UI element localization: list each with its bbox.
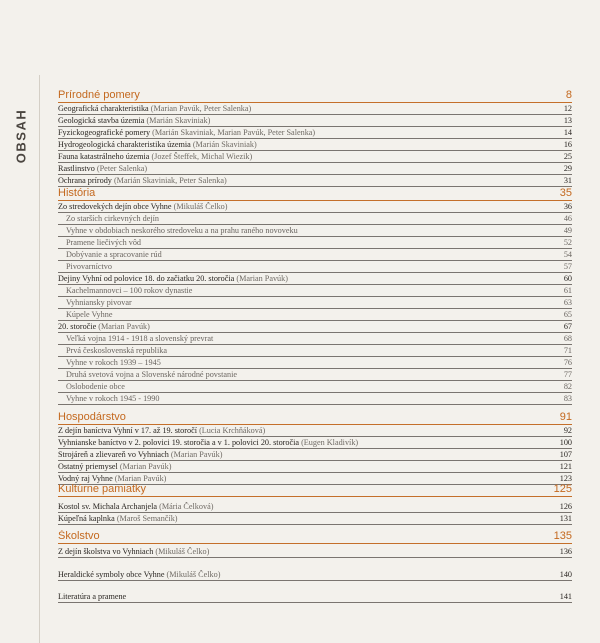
entry-title-text: Prvá československá republika xyxy=(66,346,167,355)
page-number: 141 xyxy=(559,592,572,601)
toc-entry-title xyxy=(58,438,556,448)
entry-title-text: Pramene liečivých vôd xyxy=(66,238,142,247)
entry-title-text: Kúpeľná kaplnka xyxy=(58,514,115,523)
entry-author: (Eugen Kladivík) xyxy=(301,438,359,447)
toc-entry-title xyxy=(58,140,560,150)
toc-entry-title xyxy=(58,334,560,344)
toc-entry-title xyxy=(58,128,560,138)
toc-entry-title xyxy=(58,411,556,424)
page-number: 100 xyxy=(559,438,572,447)
entry-title-text: Zo starších cirkevných dejín xyxy=(66,214,159,223)
toc-entry[interactable] xyxy=(58,369,572,381)
entry-author: (Marián Skaviniak, Peter Salenka) xyxy=(113,176,227,185)
page-number: 136 xyxy=(559,547,572,556)
toc-entry[interactable] xyxy=(58,115,572,127)
entry-author: (Marian Pavúk) xyxy=(114,474,167,483)
entry-author: (Peter Salenka) xyxy=(96,164,148,173)
toc-entry[interactable] xyxy=(58,449,572,461)
toc-entry-title xyxy=(58,450,556,460)
toc-entry[interactable] xyxy=(58,139,572,151)
entry-author: (Mikuláš Čelko) xyxy=(173,202,228,211)
entry-title-text: Kúpele Vyhne xyxy=(66,310,113,319)
toc-entry[interactable] xyxy=(58,425,572,437)
toc-entry[interactable] xyxy=(58,201,572,213)
toc-entry[interactable] xyxy=(58,261,572,273)
page-number: 83 xyxy=(563,394,572,403)
entry-title-text: Zo stredovekých dejín obce Vyhne xyxy=(58,202,172,211)
page-number: 63 xyxy=(563,298,572,307)
toc-entry[interactable] xyxy=(58,393,572,405)
entry-title-text: Dejiny Vyhní od polovice 18. do začiatku 20. storočia xyxy=(58,274,235,283)
toc-entry-title xyxy=(58,298,560,308)
toc-entry[interactable] xyxy=(58,321,572,333)
toc-entry[interactable] xyxy=(58,249,572,261)
toc-entry-title xyxy=(58,286,560,296)
toc-entry[interactable] xyxy=(58,213,572,225)
entry-author: (Marián Skaviniak, Marian Pavúk, Peter Salenka) xyxy=(152,128,316,137)
toc-entry-title xyxy=(58,547,556,557)
page-number: 91 xyxy=(559,411,572,423)
toc-entry[interactable] xyxy=(58,501,572,513)
page-number: 60 xyxy=(563,274,572,283)
entry-title-text: História xyxy=(58,187,96,199)
page-number: 52 xyxy=(563,238,572,247)
entry-title-text: Kachelmannovci – 100 rokov dynastie xyxy=(66,286,193,295)
toc-entry[interactable] xyxy=(58,285,572,297)
toc-entry[interactable] xyxy=(58,437,572,449)
page-number: 77 xyxy=(563,370,572,379)
entry-title-text: Druhá svetová vojna a Slovenské národné povstanie xyxy=(66,370,237,379)
page-number: 14 xyxy=(563,128,572,137)
entry-author: (Maroš Semančík) xyxy=(116,514,178,523)
toc-entry-title xyxy=(58,116,560,126)
page-number: 54 xyxy=(563,250,572,259)
page-number: 92 xyxy=(563,426,572,435)
page-number: 107 xyxy=(559,450,572,459)
entry-title-text: 20. storočie xyxy=(58,322,97,331)
entry-title-text: Veľká vojna 1914 - 1918 a slovenský prevrat xyxy=(66,334,214,343)
toc-entry-title xyxy=(58,322,560,332)
toc-entry-title xyxy=(58,382,560,392)
page-number: 49 xyxy=(563,226,572,235)
toc-entry-title xyxy=(58,346,560,356)
entry-title-text: Kostol sv. Michala Archanjela xyxy=(58,502,158,511)
toc-entry-title xyxy=(58,104,560,114)
page-number: 125 xyxy=(553,483,572,495)
entry-author: (Marian Pavúk, Peter Salenka) xyxy=(150,104,252,113)
page-number: 25 xyxy=(563,152,572,161)
side-title-text: OBSAH xyxy=(13,108,29,164)
entry-author: (Mikuláš Čelko) xyxy=(155,547,210,556)
entry-title-text: Heraldické symboly obce Vyhne xyxy=(58,570,165,579)
toc-entry-title xyxy=(58,514,556,524)
entry-title-text: Rastlinstvo xyxy=(58,164,95,173)
toc-entry-title xyxy=(58,187,556,200)
toc-entry-title xyxy=(58,358,560,368)
entry-title-text: Literatúra a pramene xyxy=(58,592,127,601)
page-number: 135 xyxy=(553,530,572,542)
page-number: 76 xyxy=(563,358,572,367)
page-number: 57 xyxy=(563,262,572,271)
toc-entry[interactable] xyxy=(58,151,572,163)
page-number: 29 xyxy=(563,164,572,173)
entry-title-text: Vodný raj Vyhne xyxy=(58,474,113,483)
toc-entry-title xyxy=(58,152,560,162)
entry-title-text: Vyhnianske baníctvo v 2. polovici 19. storočia a v 1. polovici 20. storočia xyxy=(58,438,300,447)
entry-title-text: Ostatný priemysel xyxy=(58,462,118,471)
entry-title-text: Oslobodenie obce xyxy=(66,382,125,391)
toc-entry-title xyxy=(58,530,550,543)
page-number: 140 xyxy=(559,570,572,579)
entry-title-text: Z dejín baníctva Vyhní v 17. až 19. storočí xyxy=(58,426,198,435)
toc-entry[interactable] xyxy=(58,297,572,309)
page-number: 61 xyxy=(563,286,572,295)
toc-entry-title xyxy=(58,202,560,212)
page-number: 46 xyxy=(563,214,572,223)
page-number: 68 xyxy=(563,334,572,343)
toc-entry-title xyxy=(58,570,556,580)
toc-entry-title xyxy=(58,262,560,272)
entry-title-text: Geografická charakteristika xyxy=(58,104,149,113)
toc-entry[interactable] xyxy=(58,237,572,249)
entry-author: (Marian Pavúk) xyxy=(119,462,172,471)
entry-author: (Marian Pavúk) xyxy=(98,322,150,331)
page-number: 31 xyxy=(563,176,572,185)
toc-section[interactable] xyxy=(58,482,572,497)
page-number: 121 xyxy=(559,462,572,471)
entry-title-text: Vyhne v rokoch 1945 - 1990 xyxy=(66,394,160,403)
entry-title-text: Pivovarníctvo xyxy=(66,262,112,271)
entry-title-text: Hospodárstvo xyxy=(58,411,126,423)
page-number: 126 xyxy=(559,502,572,511)
entry-author: (Jozef Šteffek, Michal Wiezik) xyxy=(151,152,253,161)
entry-title-text: Prírodné pomery xyxy=(58,89,140,101)
page-number: 8 xyxy=(565,89,572,101)
toc-entry[interactable] xyxy=(58,461,572,473)
entry-author: (Marian Pavúk) xyxy=(170,450,223,459)
toc-entry-title xyxy=(58,592,556,602)
toc-entry[interactable] xyxy=(58,381,572,393)
page-number: 12 xyxy=(563,104,572,113)
entry-title-text: Vyhniansky pivovar xyxy=(66,298,132,307)
entry-title-text: Vyhne v obdobiach neskorého stredoveku a na prahu raného novoveku xyxy=(66,226,298,235)
entry-title-text: Fauna katastrálneho územia xyxy=(58,152,150,161)
page-number: 65 xyxy=(563,310,572,319)
entry-author: (Mária Čelková) xyxy=(159,502,214,511)
page-number: 36 xyxy=(563,202,572,211)
toc-section[interactable] xyxy=(58,186,572,201)
entry-title-text: Geologická stavba územia xyxy=(58,116,145,125)
toc-entry-title xyxy=(58,483,550,496)
toc-entry[interactable] xyxy=(58,273,572,285)
entry-author: (Marian Pavúk) xyxy=(236,274,288,283)
toc-entry[interactable] xyxy=(58,309,572,321)
toc-section[interactable] xyxy=(58,88,572,103)
entry-title-text: Strojáreň a zlievareň vo Vyhniach xyxy=(58,450,169,459)
toc-entry-title xyxy=(58,310,560,320)
page-number: 82 xyxy=(563,382,572,391)
toc-entry-title xyxy=(58,274,560,284)
toc-entry-title xyxy=(58,426,560,436)
toc-entry-title xyxy=(58,214,560,224)
entry-title-text: Dobývanie a spracovanie rúd xyxy=(66,250,162,259)
entry-title-text: Hydrogeologická charakteristika územia xyxy=(58,140,191,149)
page-number: 16 xyxy=(563,140,572,149)
toc-section[interactable] xyxy=(58,410,572,425)
side-divider xyxy=(39,75,40,643)
toc-section[interactable] xyxy=(58,529,572,544)
page-number: 13 xyxy=(563,116,572,125)
toc-entry-title xyxy=(58,238,560,248)
toc-entry-title xyxy=(58,462,556,472)
toc-entry-title xyxy=(58,176,560,186)
entry-title-text: Školstvo xyxy=(58,530,100,542)
entry-title-text: Ochrana prírody xyxy=(58,176,112,185)
toc-entry[interactable] xyxy=(58,127,572,139)
toc-entry[interactable] xyxy=(58,225,572,237)
toc-entry[interactable] xyxy=(58,513,572,525)
toc-entry[interactable] xyxy=(58,591,572,603)
entry-title-text: Fyzickogeografické pomery xyxy=(58,128,151,137)
toc-entry[interactable] xyxy=(58,357,572,369)
toc-entry[interactable] xyxy=(58,345,572,357)
entry-title-text: Vyhne v rokoch 1939 – 1945 xyxy=(66,358,161,367)
toc-entry-title xyxy=(58,250,560,260)
entry-author: (Mikuláš Čelko) xyxy=(166,570,221,579)
side-title xyxy=(10,96,32,176)
toc-entry-title xyxy=(58,226,560,236)
toc-entry[interactable] xyxy=(58,333,572,345)
toc-entry[interactable] xyxy=(58,163,572,175)
page-number: 131 xyxy=(559,514,572,523)
toc-entry[interactable] xyxy=(58,103,572,115)
toc-entry[interactable] xyxy=(58,546,572,558)
entry-title-text: Z dejín školstva vo Vyhniach xyxy=(58,547,154,556)
page-number: 123 xyxy=(559,474,572,483)
toc-entry-title xyxy=(58,164,560,174)
toc-entry-title xyxy=(58,89,562,102)
page-number: 35 xyxy=(559,187,572,199)
toc-entry[interactable] xyxy=(58,569,572,581)
entry-title-text: Kultúrne pamiatky xyxy=(58,483,147,495)
toc-entry-title xyxy=(58,502,556,512)
entry-author: (Marián Skaviniak) xyxy=(192,140,257,149)
entry-author: (Marián Skaviniak) xyxy=(146,116,211,125)
page-number: 67 xyxy=(563,322,572,331)
toc-entry-title xyxy=(58,370,560,380)
toc-entry-title xyxy=(58,394,560,404)
page-number: 71 xyxy=(563,346,572,355)
entry-author: (Lucia Krchňáková) xyxy=(199,426,266,435)
